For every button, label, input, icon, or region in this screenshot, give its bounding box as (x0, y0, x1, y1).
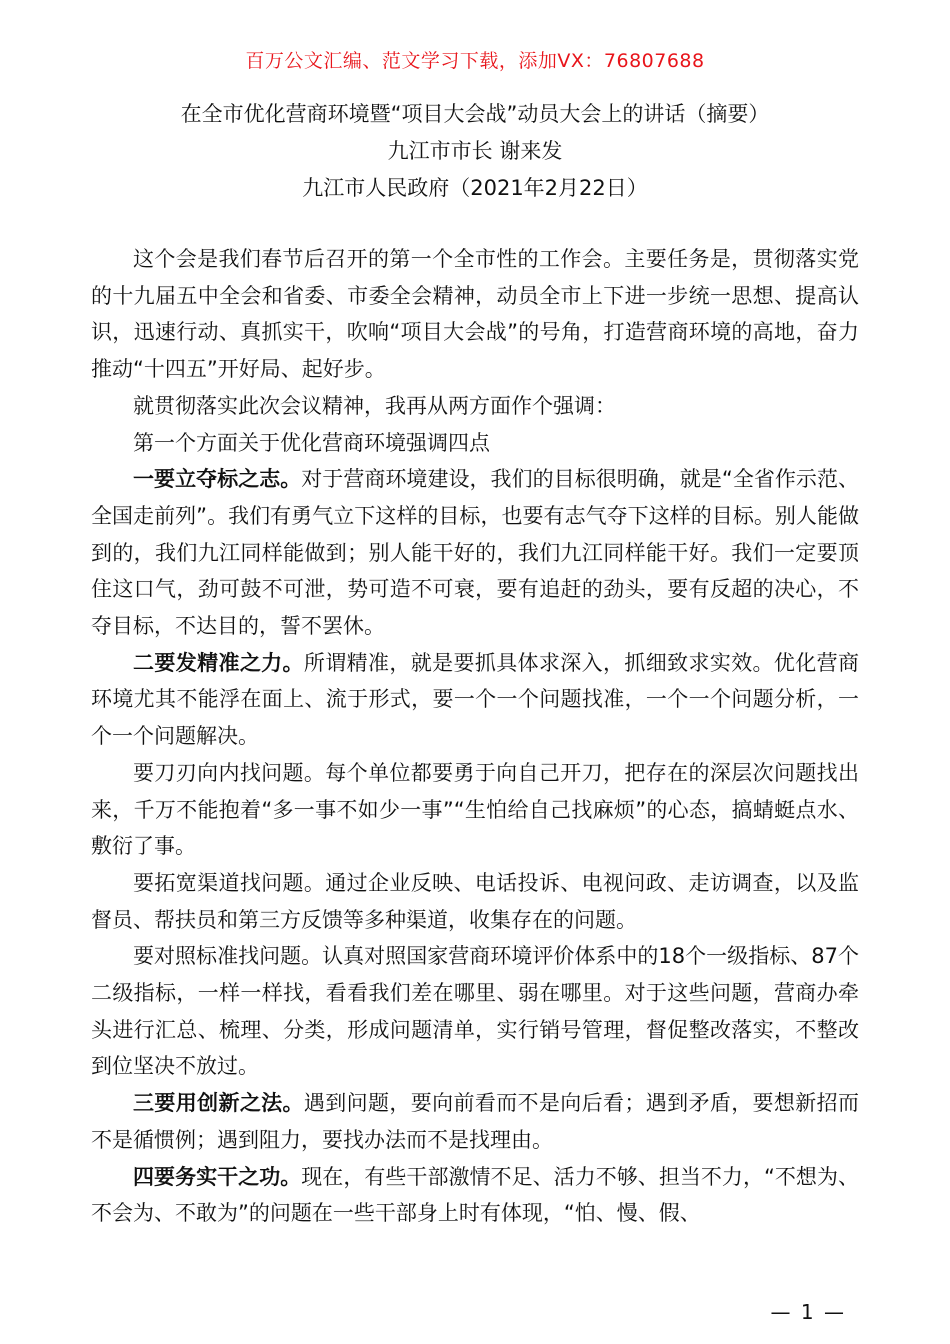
org-date-line: 九江市人民政府（2021年2月22日） (302, 176, 648, 200)
paragraph: 三要用创新之法。遇到问题，要向前看而不是向后看；遇到矛盾，要想新招而不是循惯例；遇到阻力，要找办法而不是找理由。 (91, 1091, 860, 1152)
paragraph: 二要发精准之力。所谓精准，就是要抓具体求深入，抓细致求实效。优化营商环境尤其不能浮在面上、流于形式，要一个一个问题找准，一个一个问题分析，一个一个问题解决。 (91, 650, 860, 749)
document-title: 在全市优化营商环境暨“项目大会战”动员大会上的讲话（摘要） (180, 102, 770, 126)
paragraph-lead: 四要务实干之功。 (133, 1164, 302, 1189)
paragraph: 要拓宽渠道找问题。通过企业反映、电话投诉、电视问政、走访调查，以及监督员、帮扶员和第三方反馈等多种渠道，收集存在的问题。 (91, 870, 859, 932)
document-body (91, 241, 859, 1232)
paragraph: 要刀刃向内找问题。每个单位都要勇于向自己开刀，把存在的深层次问题找出来，千万不能抱着“多一事不如少一事”“生怕给自己找麻烦”的心态，搞蜻蜓点水、敷衍了事。 (91, 760, 859, 859)
paragraph: 一要立夺标之志。对于营商环境建设，我们的目标很明确，就是“全省作示范、全国走前列”。我们有勇气立下这样的目标，也要有志气夺下这样的目标。别人能做到的，我们九江同样能做到；别人能干好的，我们九江同样能干好。我们一定要顶住这口气，劲可鼓不可泄，势可造不可衰，要有追赶的劲头，要有反超的决心，不夺目标，不达目的，誓不罢休。 (91, 467, 859, 639)
paragraph: 要对照标准找问题。认真对照国家营商环境评价体系中的18个一级指标、87个二级指标，一样一样找，看看我们差在哪里、弱在哪里。对于这些问题，营商办牵头进行汇总、梳理、分类，形成问题清单，实行销号管理，督促整改落实，不整改到位坚决不放过。 (91, 944, 859, 1079)
page-number: — 1 — (770, 1300, 846, 1324)
section-heading: 第一个方面关于优化营商环境强调四点 (133, 430, 490, 455)
paragraph-lead: 二要发精准之力。 (133, 650, 304, 675)
paragraph: 就贯彻落实此次会议精神，我再从两方面作个强调： (133, 393, 616, 418)
paragraph: 这个会是我们春节后召开的第一个全市性的工作会。主要任务是，贯彻落实党的十九届五中全会和省委、市委全会精神，动员全市上下进一步统一思想、提高认识，迅速行动、真抓实干，吹响“项目大会战”的号角，打造营商环境的高地，奋力推动“十四五”开好局、起好步。 (91, 247, 859, 382)
paragraph-lead: 一要立夺标之志。 (133, 467, 302, 492)
author-line: 九江市市长 谢来发 (387, 139, 563, 163)
paragraph-lead: 三要用创新之法。 (133, 1091, 304, 1116)
paragraph: 四要务实干之功。现在，有些干部激情不足、活力不够、担当不力，“不想为、不会为、不敢为”的问题在一些干部身上时有体现，“怕、慢、假、 (91, 1164, 859, 1226)
watermark-banner: 百万公文汇编、范文学习下载，添加VX：76807688 (245, 50, 705, 72)
